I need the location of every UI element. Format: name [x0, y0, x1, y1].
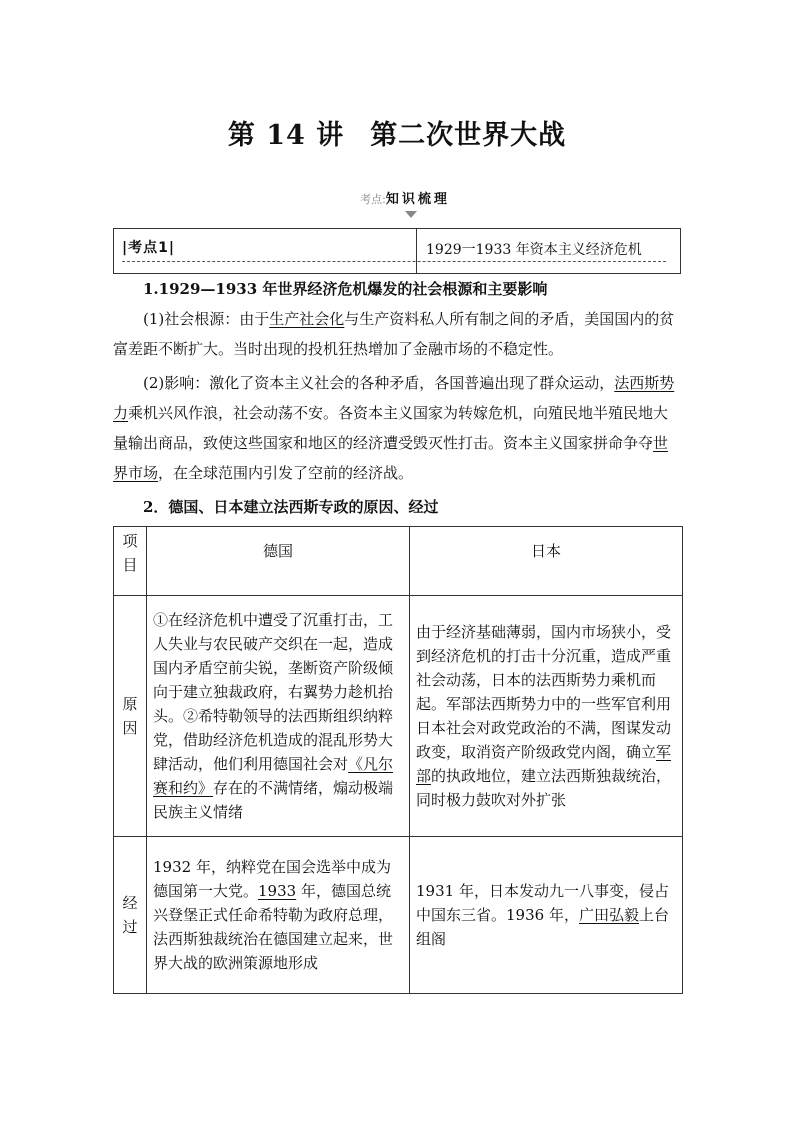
- topic-subject: 1929一1933 年资本主义经济危机: [426, 242, 642, 258]
- underlined-term: 1933: [258, 882, 297, 900]
- underlined-term: 《凡尔赛和约》: [153, 755, 394, 797]
- text-run: (1)社会根源：由于: [143, 310, 270, 328]
- text-run: ，在全球范围内引发了空前的经济战。: [158, 464, 414, 482]
- underlined-term: 生产社会化: [269, 310, 345, 328]
- section1-paragraph1: [113, 304, 683, 364]
- knowledge-badge: [340, 190, 470, 210]
- underlined-term: 军部: [416, 743, 672, 785]
- text-run: 乘机兴风作浪，社会动荡不安。各资本主义国家为转嫁危机，向殖民地半殖民地大量输出商品，致使这些国家和地区的经济遭受毁灭性打击。资本主义国家拼命争夺: [113, 404, 669, 452]
- table-row: [114, 596, 683, 837]
- text-run: 上台组阁: [416, 906, 669, 948]
- text-run: 的执政地位，建立法西斯独裁统治，同时极力鼓吹对外扩张: [416, 767, 672, 809]
- text-run: 1932 年，纳粹党在国会选举中成为德国第一大党。: [153, 858, 391, 900]
- cell-japan-process: [410, 837, 683, 994]
- topic-divider: [416, 229, 417, 273]
- badge-arrow-icon: [405, 211, 417, 218]
- text-run: 与生产资料私人所有制之间的矛盾，美国国内的贫富差距不断扩大。当时出现的投机狂热增加了金融市场的不稳定性。: [113, 310, 675, 358]
- section1-paragraph2: [113, 368, 683, 488]
- cell-germany-cause: [147, 596, 410, 837]
- lesson-number: 第 14 讲: [227, 120, 345, 151]
- lesson-title: 第二次世界大战: [370, 120, 567, 151]
- topic-tag: |考点1|: [122, 240, 175, 256]
- header-item: 项目: [114, 527, 147, 596]
- section1-heading: 1.1929—1933 年世界经济危机爆发的社会根源和主要影响: [143, 280, 548, 298]
- row-label-process: 经过: [114, 837, 147, 994]
- text-run: ①在经济危机中遭受了沉重打击，工人失业与农民破产交织在一起，造成国内矛盾空前尖锐，垄断资产阶级倾向于建立独裁政府，右翼势力趁机抬头。②希特勒领导的法西斯组织纳粹党，借助经济危机造成的混乱形势大肆活动，他们利用德国社会对: [153, 611, 394, 773]
- cell-germany-process: [147, 837, 410, 994]
- dashed-underline: [122, 261, 666, 262]
- row-label-cause: 原因: [114, 596, 147, 837]
- text-run: 由于经济基础薄弱，国内市场狭小，受到经济危机的打击十分沉重，造成严重社会动荡，日本的法西斯势力乘机而起。军部法西斯势力中的一些军官利用日本社会对政党政治的不满，图谋发动政变，取消资产阶级政党内阁，确立: [416, 623, 672, 761]
- underlined-term: 世界市场: [113, 434, 669, 482]
- text-run: 年，德国总统兴登堡正式任命希特勒为政府总理，法西斯独裁统治在德国建立起来，世界大战的欧洲策源地形成: [153, 882, 394, 972]
- header-germany: 德国: [147, 527, 410, 596]
- badge-prefix: 考点:: [360, 193, 386, 206]
- section2-heading: 2．德国、日本建立法西斯专政的原因、经过: [143, 498, 439, 516]
- underlined-term: 广田弘毅: [578, 906, 639, 924]
- underlined-term: 法西斯势力: [113, 374, 675, 422]
- badge-label: 知识梳理: [385, 192, 450, 207]
- topic-box: [113, 228, 681, 274]
- text-run: (2)影响：激化了资本主义社会的各种矛盾，各国普遍出现了群众运动，: [143, 374, 615, 392]
- comparison-table: [113, 526, 683, 994]
- cell-japan-cause: [410, 596, 683, 837]
- header-japan: 日本: [410, 527, 683, 596]
- text-run: 存在的不满情绪，煽动极端民族主义情绪: [153, 779, 394, 821]
- text-run: 1931 年，日本发动九一八事变，侵占中国东三省。1936 年，: [416, 882, 669, 924]
- table-row: [114, 837, 683, 994]
- table-header-row: [114, 527, 683, 596]
- page-title: [0, 113, 794, 152]
